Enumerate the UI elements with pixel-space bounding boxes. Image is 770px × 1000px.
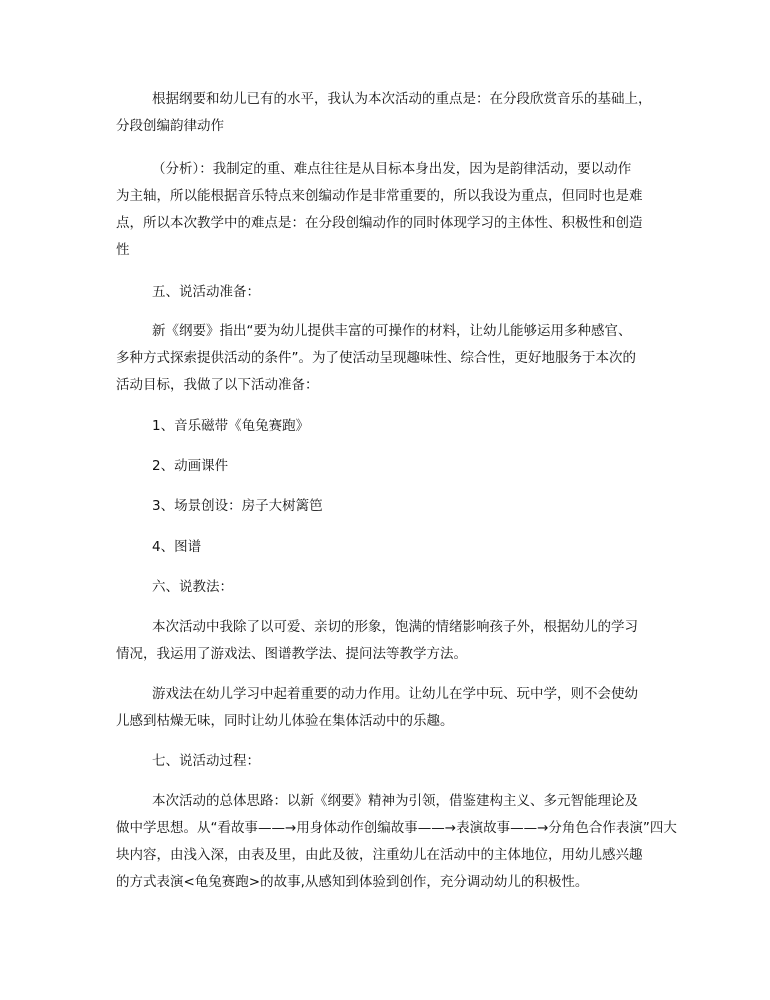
text-line: 3、场景创设：房子大树篱笆 <box>152 498 323 514</box>
paragraph-guideline-quote <box>116 318 666 399</box>
text-line: 块内容，由浅入深，由表及里，由此及彼，注重幼儿在活动中的主体地位，用幼儿感兴趣 <box>116 847 643 863</box>
paragraph-game-method <box>116 681 666 735</box>
text-line: 游戏法在幼儿学习中起着重要的动力作用。让幼儿在学中玩、玩中学，则不会使幼 <box>152 686 638 702</box>
text-line: 为主轴，所以能根据音乐特点来创编动作是非常重要的，所以我设为重点，但同时也是难 <box>116 188 643 204</box>
text-line: 4、图谱 <box>152 539 202 555</box>
paragraph-methods <box>116 614 666 668</box>
paragraph-key-points <box>116 86 666 140</box>
section-heading-teaching-methods <box>116 574 666 601</box>
text-line: （分析）：我制定的重、难点往往是从目标本身出发，因为是韵律活动，要以动作 <box>152 161 632 177</box>
text-line: 根据纲要和幼儿已有的水平，我认为本次活动的重点是：在分段欣赏音乐的基础上， <box>152 91 652 107</box>
text-line: 2、动画课件 <box>152 458 229 474</box>
text-line: 做中学思想。从“看故事——→用身体动作创编故事——→表演故事——→分角色合作表演”四大 <box>116 820 677 836</box>
text-line: 本次活动的总体思路：以新《纲要》精神为引领，借鉴建构主义、多元智能理论及 <box>152 793 638 809</box>
text-line: 分段创编韵律动作 <box>116 118 224 134</box>
text-line: 儿感到枯燥无味，同时让幼儿体验在集体活动中的乐趣。 <box>116 713 454 729</box>
text-line: 新《纲要》指出“要为幼儿提供丰富的可操作的材料，让幼儿能够运用多种感官、 <box>152 323 632 339</box>
list-item-animation <box>116 453 666 480</box>
text-line: 本次活动中我除了以可爱、亲切的形象，饱满的情绪影响孩子外，根据幼儿的学习 <box>152 619 638 635</box>
list-item-chart <box>116 534 666 561</box>
text-line: 五、说活动准备： <box>152 284 260 300</box>
text-line: 点，所以本次教学中的难点是：在分段创编动作的同时体现学习的主体性、积极性和创造 <box>116 215 643 231</box>
text-line: 多种方式探索提供活动的条件”。为了使活动呈现趣味性、综合性，更好地服务于本次的 <box>116 350 636 366</box>
text-line: 六、说教法： <box>152 579 233 595</box>
list-item-scene <box>116 493 666 520</box>
section-heading-preparation <box>116 279 666 306</box>
text-line: 七、说活动过程： <box>152 753 260 769</box>
text-line: 性 <box>116 242 130 258</box>
section-heading-activity-process <box>116 748 666 775</box>
paragraph-analysis <box>116 156 666 264</box>
text-line: 1、音乐磁带《龟兔赛跑》 <box>152 418 310 434</box>
list-item-music-tape <box>116 413 666 440</box>
paragraph-overall-idea <box>116 788 677 896</box>
text-line: 情况，我运用了游戏法、图谱教学法、提问法等教学方法。 <box>116 646 467 662</box>
text-line: 的方式表演<龟兔赛跑>的故事,从感知到体验到创作，充分调动幼儿的积极性。 <box>116 874 589 890</box>
text-line: 活动目标，我做了以下活动准备： <box>116 377 319 393</box>
